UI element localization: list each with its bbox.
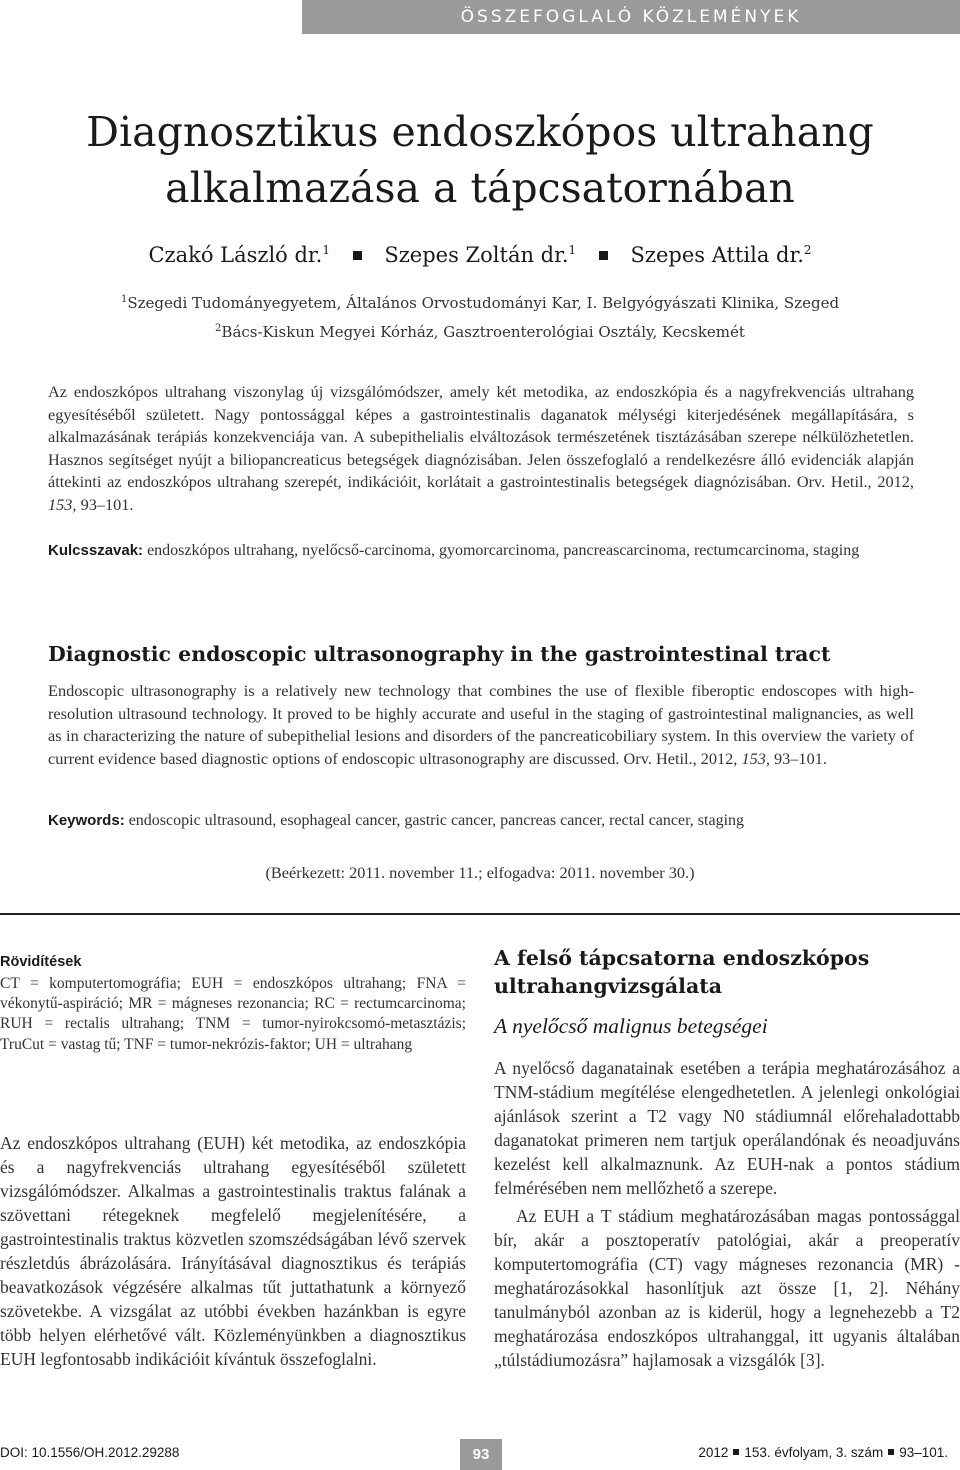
volume-number: 153, [48,494,77,514]
doi-link[interactable]: DOI: 10.1556/OH.2012.29288 [0,1445,180,1460]
keywords-english: Keywords: endoscopic ultrasound, esophageal cancer, gastric cancer, pancreas cancer, rectal cancer, staging [48,812,745,829]
affiliation-line: $^1$Szegedi Tudományegyetem, Általános Orvostudományi Kar, I. Belgyógyászati Klinika, Szeged [120,294,840,312]
received-dates: (Beérkezett: 2011. november 11.; elfogadva: 2011. november 30.) [265,863,695,882]
page-number: 93 [472,1446,490,1463]
page-footer [0,1439,960,1470]
article-title [0,104,960,216]
section-header-label: ÖSSZEFOGLALÓ KÖZLEMÉNYEK [460,7,802,27]
author-name: Szepes Attila dr. [630,243,804,267]
body-paragraph: A nyelőcső daganatainak esetében a terápia meghatározásához a TNM-stádium megítélése elengedhetetlen. A jelenlegi onkológiai ajánlások szerint a T2 vagy N0 stádiumnál előrehaladottabb daganatokat primeren nem tartjuk operálandónak és neoadjuváns kezelést kell alkalmaznunk. Az EUH-nak a pontos stádium felmérésében nem mellőzhető a szerepe. [494,1058,960,1198]
square-bullet-icon [599,251,608,260]
author-list [0,236,960,269]
abstract-english: Endoscopic ultrasonography is a relatively new technology that combines the use of flexible fiberoptic endoscopes with high-resolution ultrasound technology. It proved to be highly accurate and useful in the staging of gastrointestinal malignancies, as well as in characterizing the nature of subepithelial lesions and disorders of the pancreaticobiliary system. In this overview the variety of current evidence based diagnostic options of endoscopic ultrasonography are discussed. Orv. Hetil., 2012, 153, 93–101. [48,681,914,768]
abbreviations-box [0,952,466,1055]
author-name: Czakó László dr. [148,243,323,267]
abbreviations-heading: Rövidítések [0,954,82,970]
introduction-paragraph: Az endoszkópos ultrahang (EUH) két metodika, az endoszkópia és a nagyfrekvenciás ultrahang egyesítéséből született vizsgálómódszer. Alkalmas a gastrointestinalis traktus falának a szövettani rétegeknek megfelelő megjelenítésére, a gastrointestinalis traktus közvetlen szomszédságában lévő szervek részletdús ábrázolására. Irányításával diagnosztikus és terápiás beavatkozások végzésére alkalmas tűt juttathatunk a környező szövetekbe. A vizsgálat az utóbbi években hazánkban is egyre több helyen elérhetővé vált. Közleményünkben a diagnosztikus EUH legfontosabb indikációit kívántuk összefoglalni. [0,1133,466,1369]
section-header-bar [302,0,960,34]
english-title: Diagnostic endoscopic ultrasonography in the gastrointestinal tract [48,642,831,666]
section-heading: A felső tápcsatorna endoszkópos ultrahangvizsgálata [494,946,870,998]
author-affiliation-mark: 1 [568,243,577,257]
article-title-line-2: alkalmazása a tápcsatornában [165,164,795,212]
keywords-hungarian: Kulcsszavak: endoszkópos ultrahang, nyelőcső-carcinoma, gyomorcarcinoma, pancreascarcinoma, rectumcarcinoma, staging [48,542,860,559]
affiliations [0,287,960,345]
volume-number: 153, [741,748,770,768]
right-column [494,944,960,1372]
body-paragraph: Az EUH a T stádium meghatározásában magas pontossággal bír, akár a posztoperatív patológiai, akár a preoperatív komputertomográfia (CT) vagy mágneses rezonancia (MR) -meghatározásokkal hasonlítjuk azt össze [1, 2]. Néhány tanulmányból azonban az is kiderül, hogy a legnehezebb a T2 meghatározása endoszkópos ultrahanggal, itt ugyanis általában „túlstádiumozásra” hajlamosak a vizsgálók [3]. [494,1206,960,1370]
square-bullet-icon [353,251,362,260]
author-affiliation-mark: 2 [803,243,812,257]
issue-info: 2012 153. évfolyam, 3. szám 93–101. [698,1445,948,1460]
affiliation-line: $^2$Bács-Kiskun Megyei Kórház, Gasztroenterológiai Osztály, Kecskemét [215,323,745,341]
article-title-line-1: Diagnosztikus endoszkópos ultrahang [86,108,874,156]
subsection-heading: A nyelőcső malignus betegségei [494,1014,768,1038]
square-bullet-icon [733,1449,739,1455]
author-affiliation-mark: 1 [322,243,330,257]
author-name: Szepes Zoltán dr. [384,243,569,267]
section-divider [0,913,960,915]
keywords-label: Keywords: [48,812,125,829]
square-bullet-icon [888,1449,894,1455]
abstract-hungarian: Az endoszkópos ultrahang viszonylag új vizsgálómódszer, amely két metodika, az endoszkópia és a nagyfrekvenciás ultrahang egyesítéséből született. Nagy pontossággal képes a gastrointestinalis daganatok mélységi kiterjedésének megállapítására, s alkalmazásának terápiás konzekvenciája van. A subepithelialis elváltozások természetének tisztázásában szerepe nélkülözhetetlen. Hasznos segítséget nyújt a biliopancreaticus betegségek diagnózisában. Jelen összefoglaló a rendelkezésre álló evidenciák alapján áttekinti az endoszkópos ultrahang szerepét, indikációit, korlátait a gastrointestinalis betegségek diagnózisában. Orv. Hetil., 2012, 153, 93–101. [48,382,914,514]
page-number-box [460,1439,502,1470]
keywords-label: Kulcsszavak: [48,542,144,559]
abbreviations-text: CT = komputertomográfia; EUH = endoszkópos ultrahang; FNA = vékonytű-aspiráció; MR = mágneses rezonancia; RC = rectumcarcinoma; RUH = rectalis ultrahang; TNM = tumor-nyirokcsomó-metasztázis; TruCut = vastag tű; TNF = tumor-nekrózis-faktor; UH = ultrahang [0,975,466,1053]
